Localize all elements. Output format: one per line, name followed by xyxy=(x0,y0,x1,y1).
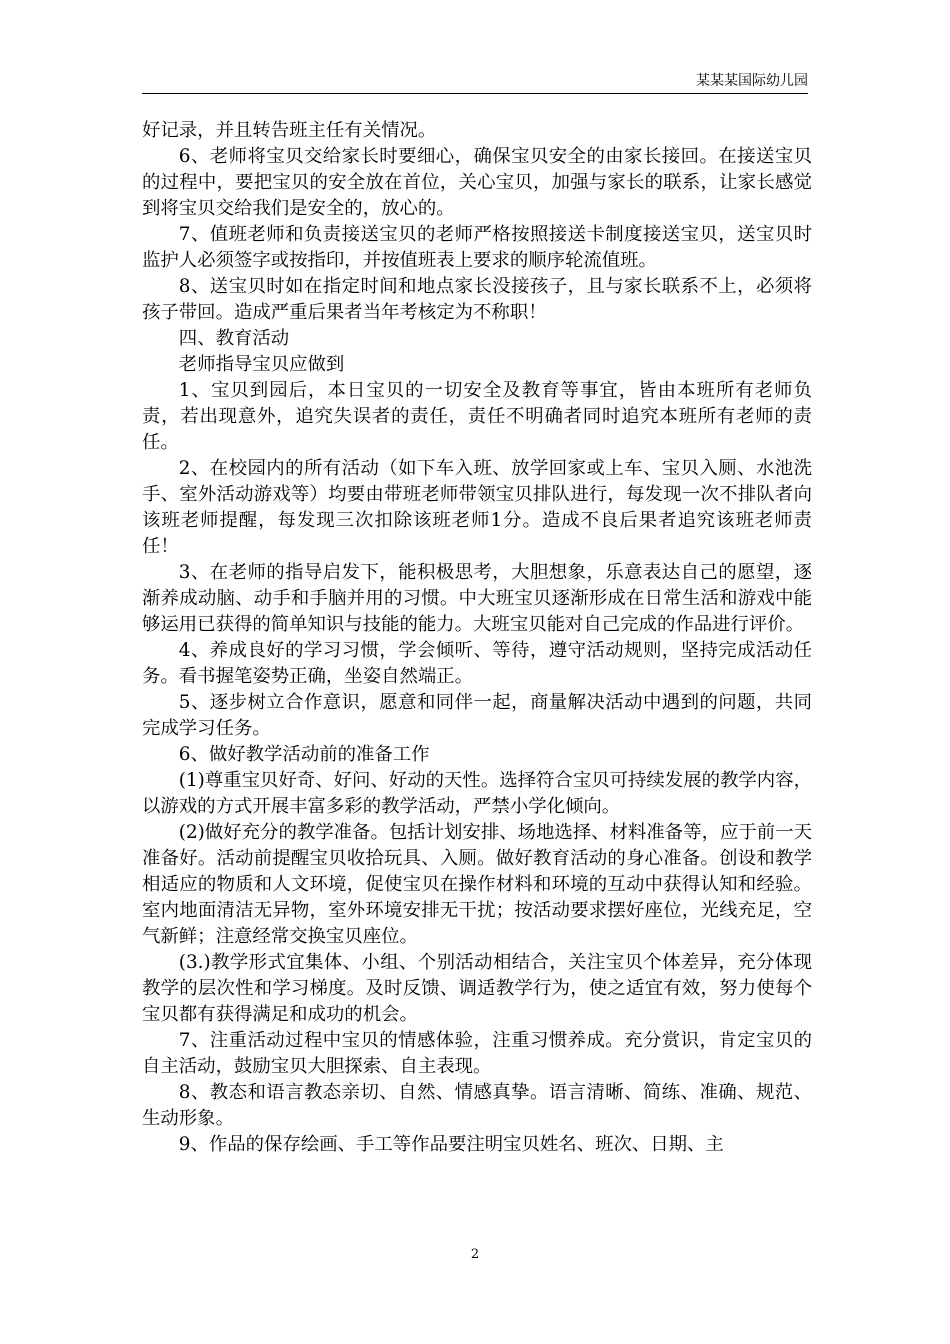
paragraph: 6、做好教学活动前的准备工作 xyxy=(178,744,430,765)
paragraph: 老师指导宝贝应做到 xyxy=(178,354,345,375)
paragraph: 2、在校园内的所有活动（如下车入班、放学回家或上车、宝贝入厕、水池洗手、室外活动游戏等）均要由带班老师带领宝贝排队进行，每发现一次不排队者向该班老师提醒，每发现三次扣除该班老师1分。造成不良后果者追究该班老师责任！ xyxy=(142,458,812,557)
paragraph: 7、注重活动过程中宝贝的情感体验，注重习惯养成。充分赏识，肯定宝贝的自主活动，鼓励宝贝大胆探索、自主表现。 xyxy=(142,1030,812,1077)
paragraph: 4、养成良好的学习习惯，学会倾听、等待，遵守活动规则，坚持完成活动任务。看书握笔姿势正确，坐姿自然端正。 xyxy=(142,640,812,687)
paragraph: 8、送宝贝时如在指定时间和地点家长没接孩子，且与家长联系不上，必须将孩子带回。造成严重后果者当年考核定为不称职！ xyxy=(142,276,812,323)
header-divider xyxy=(142,93,808,94)
paragraph: 8、教态和语言教态亲切、自然、情感真挚。语言清晰、简练、准确、规范、生动形象。 xyxy=(142,1082,812,1129)
page-number: 2 xyxy=(470,1247,480,1262)
paragraph: 6、老师将宝贝交给家长时要细心，确保宝贝安全的由家长接回。在接送宝贝的过程中，要把宝贝的安全放在首位，关心宝贝，加强与家长的联系，让家长感觉到将宝贝交给我们是安全的，放心的。 xyxy=(142,146,812,219)
paragraph: 四、教育活动 xyxy=(178,328,290,349)
paragraph: 9、作品的保存绘画、手工等作品要注明宝贝姓名、班次、日期、主 xyxy=(178,1134,724,1155)
paragraph: 5、逐步树立合作意识，愿意和同伴一起，商量解决活动中遇到的问题，共同完成学习任务。 xyxy=(142,692,812,739)
paragraph: (2)做好充分的教学准备。包括计划安排、场地选择、材料准备等，应于前一天准备好。活动前提醒宝贝收拾玩具、入厕。做好教育活动的身心准备。创设和教学相适应的物质和人文环境，促使宝贝在操作材料和环境的互动中获得认知和经验。室内地面清洁无异物，室外环境安排无干扰；按活动要求摆好座位，光线充足，空气新鲜；注意经常交换宝贝座位。 xyxy=(142,822,812,947)
paragraph: 1、宝贝到园后，本日宝贝的一切安全及教育等事宜，皆由本班所有老师负责，若出现意外，追究失误者的责任，责任不明确者同时追究本班所有老师的责任。 xyxy=(142,380,812,453)
paragraph: (3.)教学形式宜集体、小组、个别活动相结合，关注宝贝个体差异，充分体现教学的层次性和学习梯度。及时反馈、调适教学行为，使之适宜有效，努力使每个宝贝都有获得满足和成功的机会。 xyxy=(142,952,812,1025)
document-body xyxy=(142,118,812,1158)
paragraph: 3、在老师的指导启发下，能积极思考，大胆想象，乐意表达自己的愿望，逐渐养成动脑、动手和手脑并用的习惯。中大班宝贝逐渐形成在日常生活和游戏中能够运用已获得的简单知识与技能的能力。大班宝贝能对自己完成的作品进行评价。 xyxy=(142,562,812,635)
paragraph: (1)尊重宝贝好奇、好问、好动的天性。选择符合宝贝可持续发展的教学内容，以游戏的方式开展丰富多彩的教学活动，严禁小学化倾向。 xyxy=(142,770,812,817)
page-header-org-name: 某某某国际幼儿园 xyxy=(696,73,808,89)
paragraph: 7、值班老师和负责接送宝贝的老师严格按照接送卡制度接送宝贝，送宝贝时监护人必须签字或按指印，并按值班表上要求的顺序轮流值班。 xyxy=(142,224,812,271)
paragraph: 好记录，并且转告班主任有关情况。 xyxy=(142,120,437,141)
